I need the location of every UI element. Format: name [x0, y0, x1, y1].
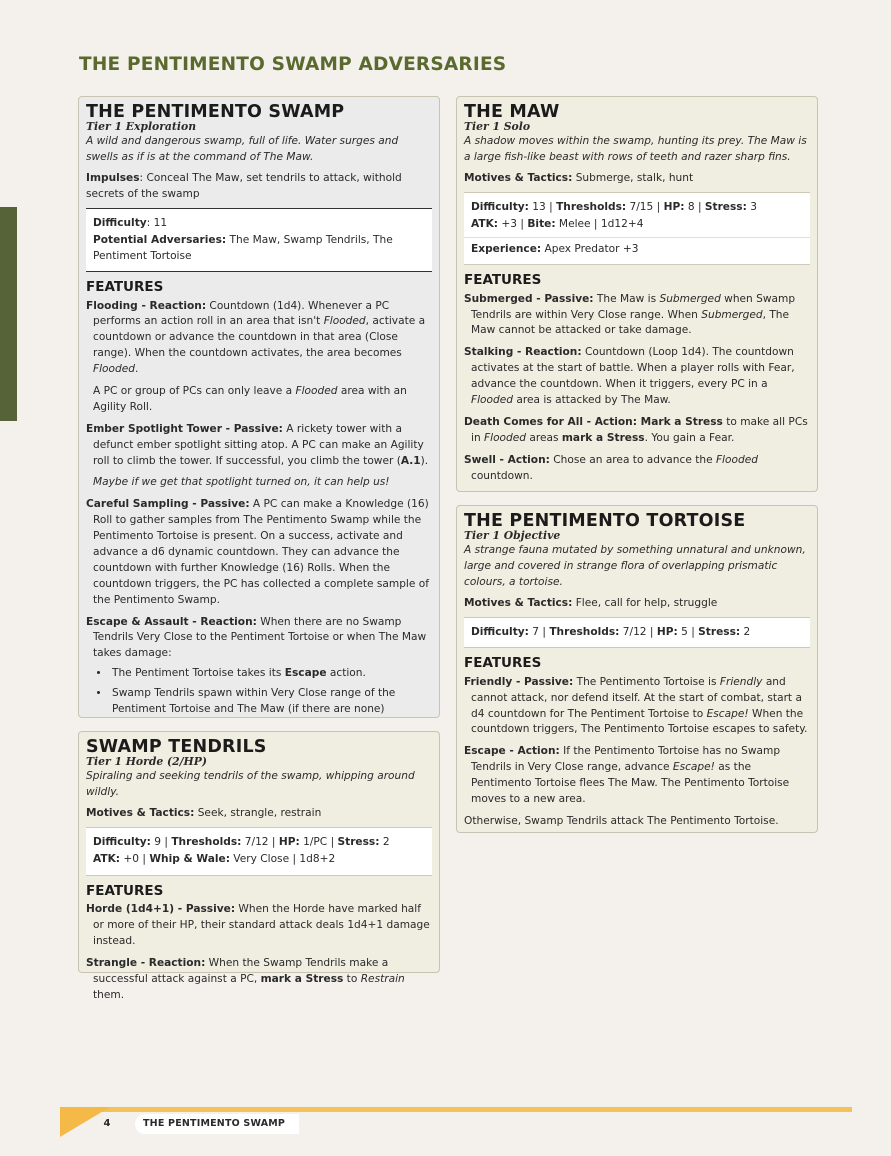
maw-card: [456, 96, 818, 492]
tortoise-description: A strange fauna mutated by something unnatural and unknown, large and covered in strange flora of overlapping prismatic colours, a tortoise.: [464, 544, 806, 589]
tendrils-name: SWAMP TENDRILS: [86, 737, 267, 757]
maw-attack: ATK: +3 | Bite: Melee | 1d12+4: [471, 218, 644, 231]
swamp-tier: Tier 1 Exploration: [86, 120, 197, 134]
swamp-feature-sampling: Careful Sampling - Passive: A PC can make a Knowledge (16) Roll to gather samples from The Pentimento Swamp while the Pentimento Tortoise is present. On a success, activate and advance a d6 dynamic countdown. They can advance the countdown with further Knowledge (16) Rolls. When the countdown triggers, the PC has collected a complete sample of the Pentimento Swamp.: [86, 498, 429, 606]
tendrils-card: [78, 731, 440, 1001]
swamp-features-heading: FEATURES: [86, 278, 164, 295]
tendrils-attack: ATK: +0 | Whip & Wale: Very Close | 1d8+2: [93, 853, 336, 866]
tendrils-motives: Motives & Tactics: Seek, strangle, restrain: [86, 807, 322, 820]
page-number: 4: [103, 1118, 111, 1129]
tortoise-stat-block: [464, 617, 810, 648]
swamp-escape-list: [110, 666, 432, 718]
swamp-tower-note: Maybe if we get that spotlight turned on, it can help us!: [93, 476, 390, 489]
maw-stats: Difficulty: 13 | Thresholds: 7/15 | HP: 8 | Stress: 3: [471, 201, 757, 213]
tortoise-escape-note: Otherwise, Swamp Tendrils attack The Pentimento Tortoise.: [464, 814, 779, 827]
tendrils-features-heading: FEATURES: [86, 882, 164, 899]
footer-label: THE PENTIMENTO SWAMP: [135, 1114, 299, 1134]
maw-description: A shadow moves within the swamp, hunting its prey. The Maw is a large fish-like beast with rows of teeth and razer sharp fins.: [464, 135, 807, 164]
tendrils-stats: Difficulty: 9 | Thresholds: 7/12 | HP: 1/PC | Stress: 2: [93, 836, 390, 848]
swamp-feature-escape-assault: Escape & Assault - Reaction: When there are no Swamp Tendrils Very Close to the Pentiment Tortoise or when The Maw takes damage:: [86, 615, 427, 660]
tendrils-description: Spiraling and seeking tendrils of the swamp, whipping around wildly.: [86, 770, 415, 799]
tendrils-tier: Tier 1 Horde (2/HP): [86, 755, 207, 769]
maw-features-heading: FEATURES: [464, 272, 542, 289]
tortoise-feature-escape: Escape - Action: If the Pentimento Tortoise has no Swamp Tendrils in Very Close range, advance Escape! as the Pentimento Tortoise flees The Maw. The Pentimento Tortoise moves to a new area.: [464, 745, 790, 806]
swamp-description: A wild and dangerous swamp, full of life. Water surges and swells as if is at the command of The Maw.: [86, 135, 399, 164]
tortoise-motives: Motives & Tactics: Flee, call for help, struggle: [464, 597, 718, 609]
maw-tier: Tier 1 Solo: [464, 120, 531, 134]
maw-feature-submerged: Submerged - Passive: The Maw is Submerged when Swamp Tendrils are within Very Close range. When Submerged, The Maw cannot be attacked or take damage.: [464, 292, 796, 337]
swamp-card: [78, 96, 440, 718]
tortoise-features-heading: FEATURES: [464, 655, 542, 672]
tortoise-name: THE PENTIMENTO TORTOISE: [464, 511, 746, 531]
maw-feature-swell: Swell - Action: Chose an area to advance the Flooded countdown.: [464, 453, 758, 482]
footer-band: [60, 1107, 852, 1112]
list-item: • The Pentiment Tortoise takes its Escape action.: [110, 666, 432, 682]
swamp-feature-tower: Ember Spotlight Tower - Passive: A rickety tower with a defunct ember spotlight sitting atop. A PC can make an Agility roll to climb the tower. If successful, you climb the tower (A.1).: [86, 422, 429, 467]
swamp-feature-flooding: Flooding - Reaction: Countdown (1d4). Whenever a PC performs an action roll in an area that isn't Flooded, activate a countdown or advance the countdown in that area (Close range). When the countdown activates, the area becomes Flooded.: [86, 299, 426, 376]
tortoise-card: [456, 505, 818, 833]
maw-experience: Experience: Apex Predator +3: [471, 242, 639, 255]
side-tab: [0, 207, 17, 421]
swamp-impulses: Impulses: Conceal The Maw, set tendrils to attack, withold secrets of the swamp: [86, 172, 402, 200]
maw-feature-death-comes: Death Comes for All - Action: Mark a Stress to make all PCs in Flooded areas mark a Stress. You gain a Fear.: [464, 415, 808, 444]
maw-stat-block: [464, 192, 810, 265]
maw-name: THE MAW: [464, 102, 560, 122]
tendrils-feature-strangle: Strangle - Reaction: When the Swamp Tendrils make a successful attack against a PC, mark a Stress to Restrain them.: [86, 956, 405, 1001]
page-title: THE PENTIMENTO SWAMP ADVERSARIES: [79, 54, 507, 75]
divider: [464, 237, 810, 238]
maw-motives: Motives & Tactics: Submerge, stalk, hunt: [464, 172, 694, 185]
list-item: • Swamp Tendrils spawn within Very Close range of the Pentiment Tortoise and The Maw (if there are none): [110, 686, 432, 718]
swamp-difficulty: Difficulty: 11: [93, 216, 168, 229]
swamp-flooding-note: A PC or group of PCs can only leave a Flooded area with an Agility Roll.: [93, 384, 407, 413]
tortoise-stats: Difficulty: 7 | Thresholds: 7/12 | HP: 5 | Stress: 2: [471, 625, 751, 638]
tendrils-feature-horde: Horde (1d4+1) - Passive: When the Horde have marked half or more of their HP, their standard attack deals 1d4+1 damage instead.: [86, 903, 430, 948]
tortoise-tier: Tier 1 Objective: [464, 529, 561, 543]
tendrils-stat-block: [86, 827, 432, 876]
swamp-adversaries: Potential Adversaries: The Maw, Swamp Tendrils, The Pentiment Tortoise: [93, 234, 393, 262]
swamp-name: THE PENTIMENTO SWAMP: [86, 102, 345, 122]
tortoise-feature-friendly: Friendly - Passive: The Pentimento Tortoise is Friendly and cannot attack, nor defend itself. At the start of combat, start a d4 countdown for The Pentiment Tortoise to Escape! When the countdown triggers, The Pentimento Tortoise escapes to safety.: [464, 675, 808, 736]
maw-feature-stalking: Stalking - Reaction: Countdown (Loop 1d4). The countdown activates at the start of battle. When a player rolls with Fear, advance the countdown. When it triggers, every PC in a Flooded area is attacked by The Maw.: [464, 346, 795, 406]
swamp-stat-block: [86, 208, 432, 272]
